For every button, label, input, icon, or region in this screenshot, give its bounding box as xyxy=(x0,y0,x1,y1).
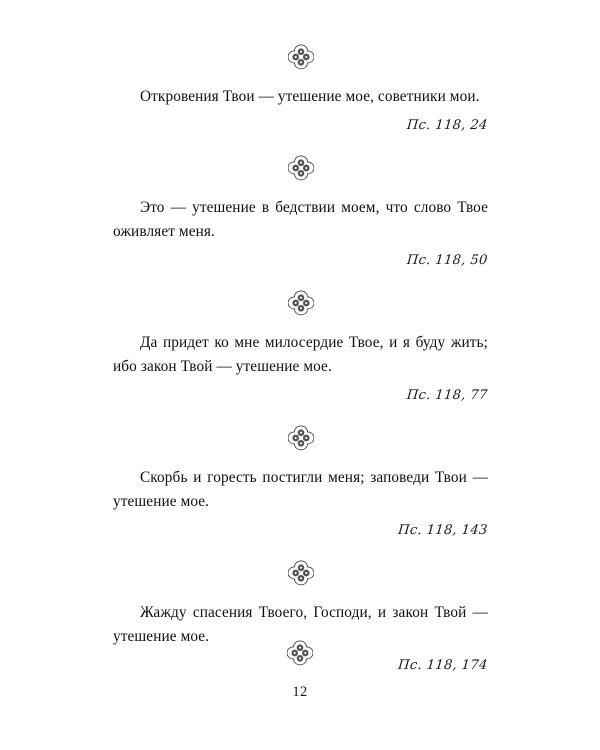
spacer xyxy=(113,451,488,466)
spacer xyxy=(113,181,488,196)
spacer xyxy=(113,404,488,425)
passage-1 xyxy=(113,85,488,134)
passage-4-text: Скорбь и горесть постигли меня; заповеди Твои — утешение мое. xyxy=(113,469,488,510)
passage-4-citation: Пс. 118, 143 xyxy=(397,523,489,538)
passage-3 xyxy=(113,331,488,404)
passage-2 xyxy=(113,196,488,269)
passage-5-text: Жажду спасения Твоего, Господи, и закон Твой — утешение мое. xyxy=(113,604,488,645)
section-divider-1 xyxy=(113,44,488,70)
passage-5-citation: Пс. 118, 174 xyxy=(397,658,489,673)
spacer xyxy=(113,70,488,85)
spacer xyxy=(113,134,488,155)
section-divider-2 xyxy=(113,155,488,181)
quatrefoil-ornament xyxy=(288,155,314,181)
passage-1-citation: Пс. 118, 24 xyxy=(406,118,489,133)
page-number: 12 xyxy=(292,684,308,700)
spacer xyxy=(113,316,488,331)
footer-divider xyxy=(0,640,600,666)
quatrefoil-ornament xyxy=(287,640,313,666)
spacer xyxy=(113,586,488,601)
section-divider-3 xyxy=(113,290,488,316)
passage-3-text: Да придет ко мне милосердие Твое, и я буду жить; ибо закон Твой — утешение мое. xyxy=(113,334,488,375)
section-divider-4 xyxy=(113,425,488,451)
section-divider-5 xyxy=(113,560,488,586)
quatrefoil-ornament xyxy=(288,290,314,316)
quatrefoil-ornament xyxy=(288,44,314,70)
passage-3-citation: Пс. 118, 77 xyxy=(406,388,489,403)
quatrefoil-ornament xyxy=(288,425,314,451)
spacer xyxy=(113,539,488,560)
page-content xyxy=(113,44,488,674)
passage-4 xyxy=(113,466,488,539)
spacer xyxy=(113,269,488,290)
passage-2-citation: Пс. 118, 50 xyxy=(406,253,489,268)
passage-1-text: Откровения Твои — утешение мое, советники мои. xyxy=(140,88,480,105)
passage-2-text: Это — утешение в бедствии моем, что слово Твое оживляет меня. xyxy=(113,199,488,240)
quatrefoil-ornament xyxy=(288,560,314,586)
